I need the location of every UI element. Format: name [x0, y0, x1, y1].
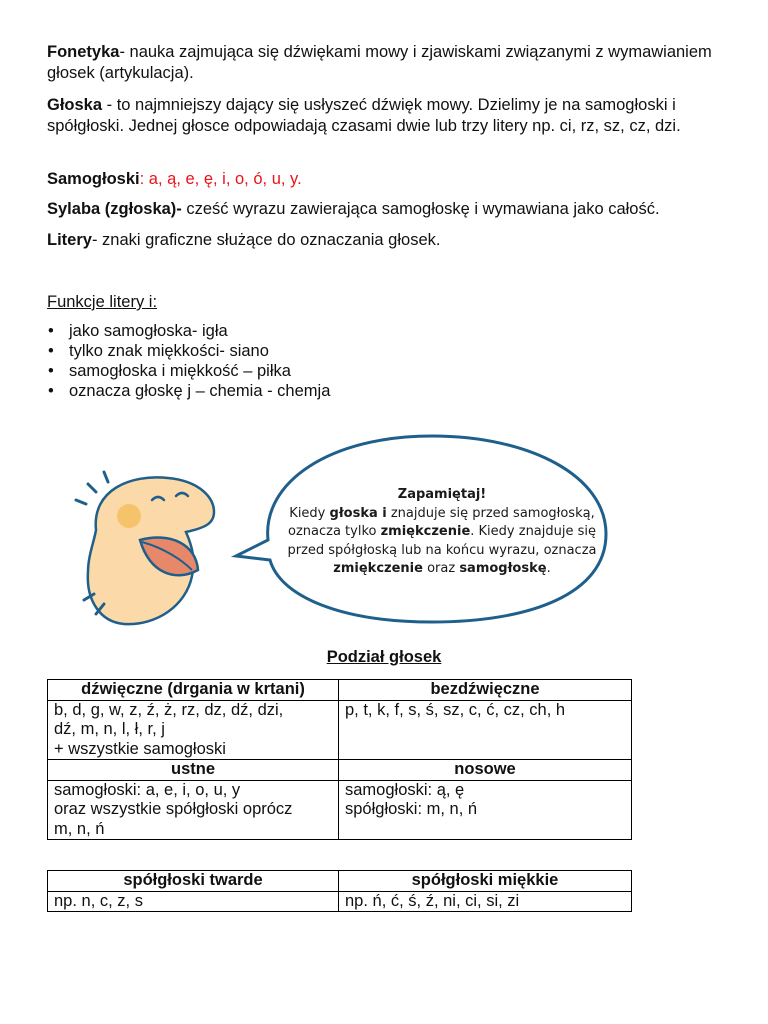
- bubble-text-part: znajduje się przed samogłoską, oznacza tylko: [288, 505, 595, 539]
- speech-bubble-text: [272, 486, 612, 579]
- table-header: spółgłoski twarde: [48, 871, 339, 892]
- cell-line: samogłoski: ą, ę: [345, 780, 465, 799]
- list-item-text: samogłoska i miękkość – piłka: [69, 362, 291, 380]
- bullet-icon: •: [48, 322, 54, 340]
- table-cell: [48, 780, 339, 840]
- table-header: dźwięczne (drgania w krtani): [48, 680, 339, 701]
- vowel-list: : a, ą, e, ę, i, o, ó, u, y.: [139, 170, 302, 188]
- mascot-face: [76, 472, 214, 624]
- cell-line: spółgłoski: m, n, ń: [345, 800, 478, 818]
- definition-text: cześć wyrazu zawierająca samogłoskę i wymawiana jako całość.: [181, 200, 660, 218]
- bubble-bold-part: samogłoskę: [459, 561, 547, 576]
- table-header: spółgłoski miękkie: [339, 871, 632, 892]
- table-cell: p, t, k, f, s, ś, sz, c, ć, cz, ch, h: [339, 700, 632, 760]
- definition-text: - to najmniejszy dający się usłyszeć dźwięk mowy. Dzielimy je na samogłoski i spółgłoski. Jednej głosce odpowiadają czasami dwie lub trzy litery np. ci, rz, sz, cz, dzi.: [47, 96, 681, 135]
- bubble-body: [272, 505, 612, 579]
- table-row: [48, 760, 632, 781]
- cell-line: m, n, ń: [54, 819, 105, 838]
- term-samogloski: Samogłoski: [47, 170, 140, 188]
- table-cell: [48, 700, 339, 760]
- bubble-text-part: . Kiedy znajduje się przed spółgłoską lub na końcu wyrazu, oznacza: [287, 524, 597, 558]
- term-sylaba: Sylaba (zgłoska)-: [47, 200, 182, 218]
- term-gloska: Głoska: [47, 96, 103, 114]
- table-title: Podział głosek: [326, 648, 442, 666]
- definition-text: - znaki graficzne służące do oznaczania głosek.: [91, 231, 441, 249]
- table-cell: [339, 780, 632, 840]
- bullet-icon: •: [48, 342, 54, 360]
- cell-line: oraz wszystkie spółgłoski oprócz: [54, 800, 293, 818]
- term-fonetyka: Fonetyka: [47, 43, 120, 61]
- bubble-bold-part: głoska i: [329, 505, 387, 521]
- cell-line: b, d, g, w, z, ź, ż, rz, dz, dź, dzi,: [54, 700, 284, 719]
- bubble-text-part: Kiedy: [289, 505, 330, 521]
- table-row: [48, 780, 632, 840]
- bullet-icon: •: [48, 382, 54, 400]
- table-row: [48, 871, 632, 892]
- term-litery: Litery: [47, 231, 92, 249]
- bubble-bold-part: zmiękczenie: [380, 524, 471, 539]
- table-header: nosowe: [339, 760, 632, 781]
- cell-line: samogłoski: a, e, i, o, u, y: [54, 780, 241, 799]
- table-cell: np. ń, ć, ś, ź, ni, ci, si, zi: [339, 891, 632, 912]
- table-row: [48, 700, 632, 760]
- list-item-text: jako samogłoska- igła: [69, 322, 228, 340]
- bubble-heading: Zapamiętaj!: [397, 487, 487, 502]
- bullet-icon: •: [48, 362, 54, 380]
- functions-title: Funkcje litery i:: [47, 293, 158, 311]
- bubble-text-part: oraz: [422, 561, 460, 576]
- bubble-text-part: .: [546, 561, 551, 576]
- sound-division-table: [47, 679, 632, 840]
- list-item-text: tylko znak miękkości- siano: [69, 342, 269, 360]
- list-item-text: oznacza głoskę j – chemia - chemja: [69, 382, 331, 400]
- bubble-bold-part: zmiękczenie: [333, 561, 423, 576]
- definition-text: - nauka zajmująca się dźwiękami mowy i zjawiskami związanymi z wymawianiem głosek (artykulacja).: [47, 43, 712, 82]
- table-header: bezdźwięczne: [339, 680, 632, 701]
- table-cell: np. n, c, z, s: [48, 891, 339, 912]
- consonant-table: [47, 870, 632, 912]
- cell-line: dź, m, n, l, ł, r, j: [54, 720, 165, 738]
- cell-line: + wszystkie samogłoski: [54, 739, 226, 758]
- table-row: [48, 891, 632, 912]
- table-row: [48, 680, 632, 701]
- table-header: ustne: [48, 760, 339, 781]
